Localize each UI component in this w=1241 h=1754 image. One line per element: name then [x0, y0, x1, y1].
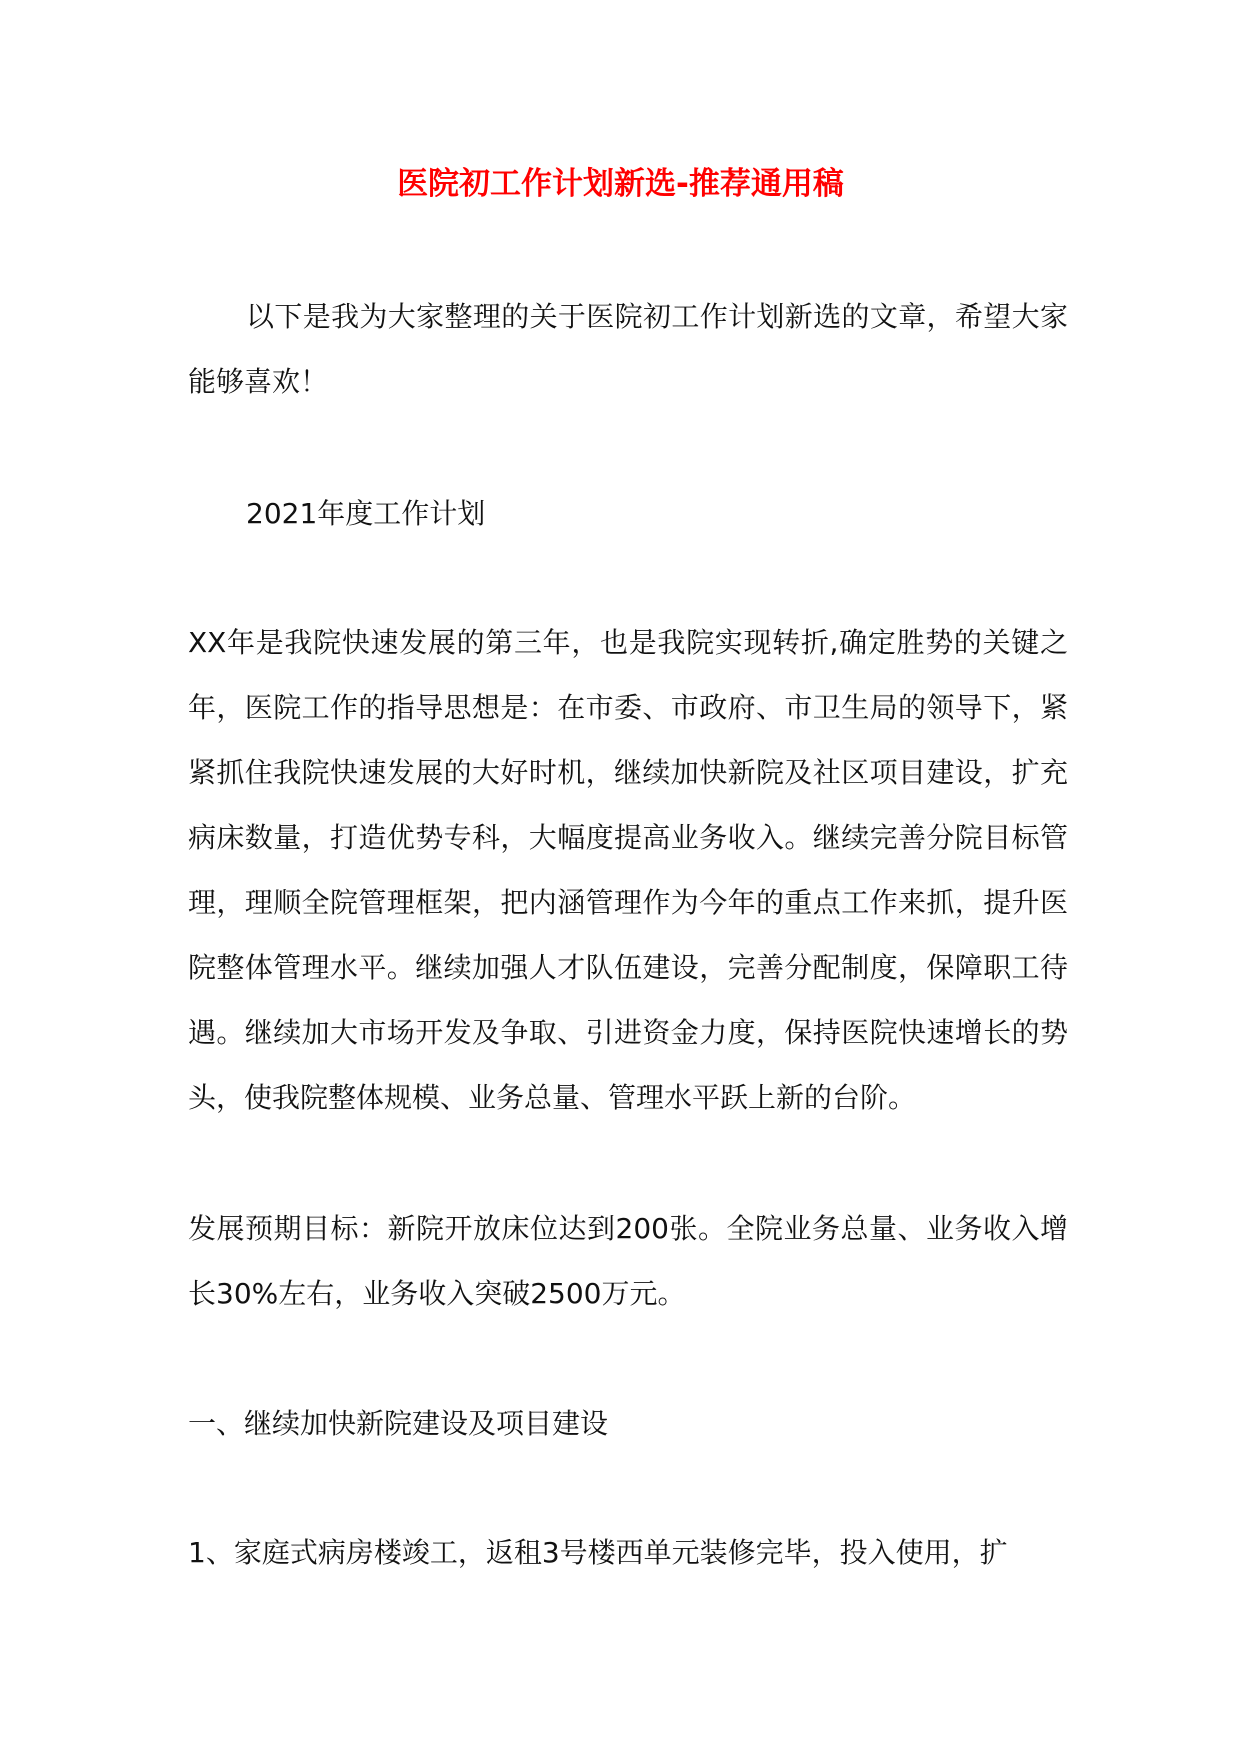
section-heading: 一、继续加快新院建设及项目建设 [188, 1407, 609, 1440]
guiding-thought-paragraph: XX年是我院快速发展的第三年，也是我院实现转折,确定胜势的关键之年，医院工作的指导思想是：在市委、市政府、市卫生局的领导下，紧紧抓住我院快速发展的大好时机，继续加快新院及社区项目建设，扩充病床数量，打造优势专科，大幅度提高业务收入。继续完善分院目标管理，理顺全院管理框架，把内涵管理作为今年的重点工作来抓，提升医院整体管理水平。继续加强人才队伍建设，完善分配制度，保障职工待遇。继续加大市场开发及争取、引进资金力度，保持医院快速增长的势头，使我院整体规模、业务总量、管理水平跃上新的台阶。 [188, 626, 1068, 1114]
list-item: 1、家庭式病房楼竣工，返租3号楼西单元装修完毕，投入使用，扩 [188, 1536, 1008, 1569]
intro-paragraph: 以下是我为大家整理的关于医院初工作计划新选的文章，希望大家能够喜欢！ [188, 300, 1068, 398]
document-title: 医院初工作计划新选-推荐通用稿 [397, 166, 844, 202]
year-plan-heading: 2021年度工作计划 [246, 497, 486, 530]
development-goal-paragraph: 发展预期目标：新院开放床位达到200张。全院业务总量、业务收入增长30%左右，业务收入突破2500万元。 [188, 1212, 1068, 1310]
